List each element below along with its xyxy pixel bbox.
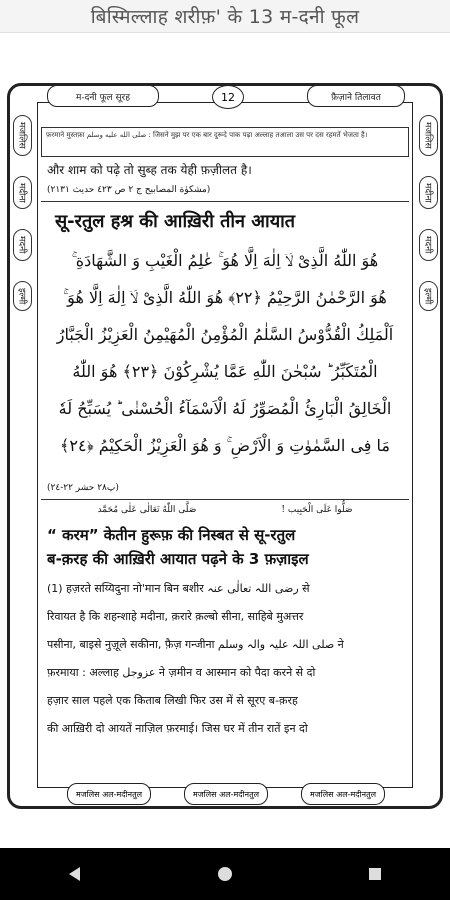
margin-label: मदीना <box>419 176 438 210</box>
app-header <box>0 0 450 33</box>
arabic-verse-line: اَلْمَلِكُ الْقُدُّوْسُ السَّلٰمُ الْمُؤْمِنُ الْمُهَیْمِنُ الْعَزِیْزُ الْجَبَّارُ <box>56 325 394 344</box>
margin-label: मजलिस <box>419 115 438 156</box>
recents-button[interactable] <box>345 854 405 894</box>
arabic-verse-line: هُوَ اللّٰهُ الَّذِیْ لَاۤ اِلٰهَ اِلَّا هُوَ ۚ عٰلِمُ الْغَیْبِ وَ الشَّهَادَةِ ۚ <box>71 251 379 270</box>
body-line: हज़ार साल पहले एक किताब लिखी फिर उस में से सूरए ब-क़रह <box>47 694 298 707</box>
back-icon <box>66 865 84 883</box>
intro-line: और शाम को पढ़े तो सुब्ह तक येही फ़ज़ीलत है। <box>47 163 252 177</box>
home-icon <box>216 865 234 883</box>
heading-surah-hashr: सू-रतुल हश्र की आख़िरी तीन आयात <box>55 211 296 232</box>
notice-box: फ़रमाने मुस्तफ़ा صلى الله عليه وسلم : जिसने मुझ पर एक बार दुरूदे पाक पढ़ा अल्लाह तआला उस पर दस रहमतें भेजता है। <box>41 127 409 157</box>
heading-baqarah-line2: ब-क़रह की आख़िरी आयात पढ़ने के 3 फ़ज़ाइल <box>47 550 309 568</box>
book-page[interactable] <box>7 75 443 815</box>
page-header-left: म-दनी फूल सूरह <box>47 85 159 107</box>
body-line: फ़रमाया : अल्लाह عزوجل ने ज़मीन व आस्मान को पैदा करने से दो <box>47 666 316 679</box>
footer-tab: मजलिस अल-मदीनतुल <box>301 783 385 805</box>
footer-tab: मजलिस अल-मदीनतुल <box>67 783 151 805</box>
divider <box>41 201 409 202</box>
body-line: की आख़िरी दो आयतें नाज़िल फ़रमाई। जिस घर में तीन रातें इन दो <box>47 722 308 735</box>
footer-tab: मजलिस अल-मदीनतुल <box>184 783 268 805</box>
reference-2: (پ٢٨ حشر ٢٢-٢٤) <box>47 483 119 493</box>
page-number: 12 <box>212 85 244 109</box>
left-margin-labels <box>11 115 33 311</box>
salawat-right: صَلَّى اللّٰهُ تَعَالٰى عَلٰى مُحَمَّد <box>97 505 197 515</box>
margin-label: इल्मी <box>419 281 438 311</box>
page-header-right: फ़ैज़ाने तिलावत <box>307 85 405 107</box>
margin-label: मदनी <box>419 229 438 261</box>
body-line: (1) हज़रते सय्यिदुना नो'मान बिन बशीर رضی اللہ تعالٰی عنہ से <box>47 582 310 595</box>
body-line: पसीना, बाइसे नुज़ूले सकीना, फ़ैज़ गन्जीना صلی اللہ علیہ والہ وسلم ने <box>47 638 344 651</box>
divider <box>41 499 409 500</box>
heading-baqarah-line1: “ करम” केतीन हुरूफ़ की निस्बत से सू-रतुल <box>47 526 296 544</box>
margin-label: मजलिस <box>13 115 32 156</box>
body-line: रिवायत है कि शहन्शाहे मदीना, क़रारे क़ल्बो सीना, साहिबे मुअत्तर <box>47 610 304 623</box>
right-margin-labels <box>417 115 439 311</box>
arabic-verse-line: الْمُتَكَبِّرُ ؕ سُبْحٰنَ اللّٰهِ عَمَّا یُشْرِكُوْنَ ﴿٢٣﴾ هُوَ اللّٰهُ <box>72 362 378 381</box>
salawat-left: صَلُّوا عَلَى الْحَبِيب ! <box>281 505 353 515</box>
arabic-verse-line: هُوَ الرَّحْمٰنُ الرَّحِیْمُ ﴿٢٢﴾ هُوَ اللّٰهُ الَّذِیْ لَاۤ اِلٰهَ اِلَّا هُوَ ۚ <box>63 288 387 307</box>
margin-label: मदीना <box>13 176 32 210</box>
app-title: बिस्मिल्लाह शरीफ़' के 13 म-दनी फूल <box>90 6 360 28</box>
arabic-verse-line: الْخَالِقُ الْبَارِئُ الْمُصَوِّرُ لَهُ الْاَسْمَآءُ الْحُسْنٰى ؕ یُسَبِّحُ لَهٗ <box>58 399 392 418</box>
margin-label: मदनी <box>13 229 32 261</box>
reference-1: (مشكوٰة المصابيح ج ٢ ص ٤٢٣ حديث ٢١٣١) <box>47 185 211 195</box>
system-nav-bar <box>0 848 450 900</box>
arabic-verse-line: مَا فِی السَّمٰوٰتِ وَ الْاَرْضِ ۚ وَ هُوَ الْعَزِیْزُ الْحَكِیْمُ ﴿٢٤﴾ <box>60 436 390 455</box>
margin-label: इल्मी <box>13 281 32 311</box>
recents-icon <box>366 865 384 883</box>
back-button[interactable] <box>45 854 105 894</box>
home-button[interactable] <box>195 854 255 894</box>
